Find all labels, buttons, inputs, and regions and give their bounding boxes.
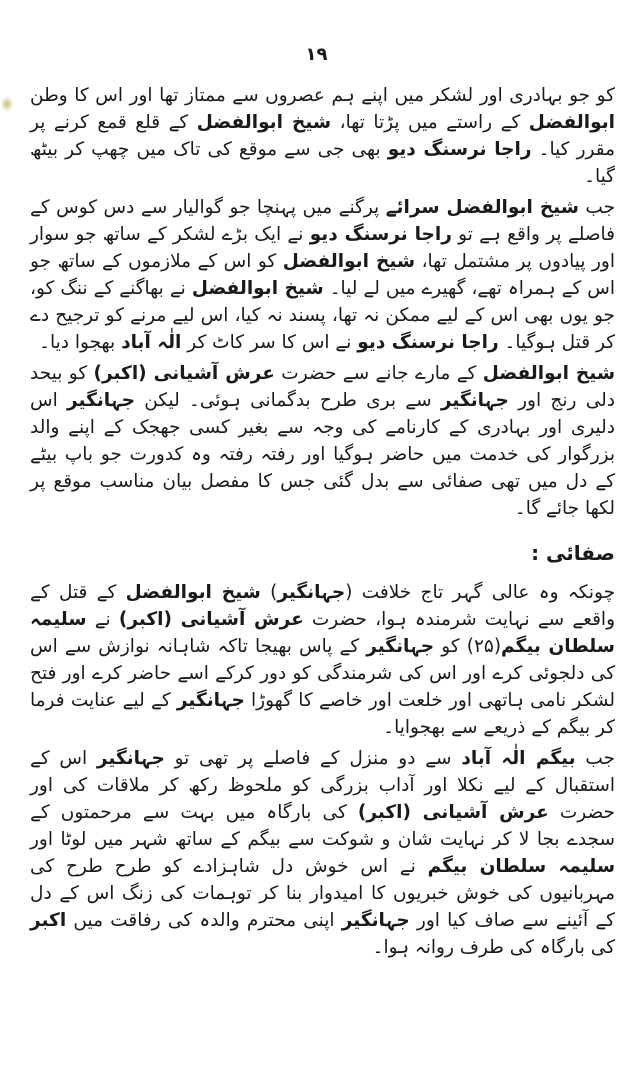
paragraph-4 [30, 579, 615, 741]
bold-name-text: راجا نرسنگ دیو [309, 224, 452, 245]
paragraph-3 [30, 360, 615, 522]
body-text: سے بری طرح بدگمانی ہوئی۔ لیکن [134, 390, 441, 411]
paragraph-2 [30, 194, 615, 356]
body-text: جب [578, 197, 616, 218]
page-number: ۱۹ [305, 44, 328, 65]
body-text: کی بارگاہ میں بہت سے مرحمتوں کے سجدے بجا لا کر نہایت شان و شوکت سے بیگم کے ساتھ شہر میں لوٹا اور [30, 802, 615, 850]
bold-name-text: بیگم الٰہ آباد [461, 748, 576, 769]
bold-name-text: سلیمہ سلطان بیگم [30, 609, 615, 657]
bold-name-text: عرش آشیانی (اکبر) [118, 609, 304, 630]
bold-name-text: شیخ ابوالفضل [196, 112, 332, 133]
paper-speck [0, 96, 14, 112]
bold-name-text: جہانگیر [366, 636, 435, 657]
bold-name-text: جہانگیر [341, 910, 410, 931]
page-body [30, 82, 615, 965]
bold-name-text: شیخ ابوالفضل سرائے [385, 197, 579, 218]
body-text: چونکہ وہ عالی گہر تاج خلافت ( [345, 582, 616, 603]
bold-name-text: شیخ ابوالفضل [482, 363, 616, 384]
body-text: نے ایک بڑے لشکر کے ساتھ جو سوار اور پیادوں پر مشتمل تھا، [30, 224, 615, 272]
bold-name-text: ابوالفضل [528, 112, 615, 133]
body-text: نے [86, 609, 119, 630]
bold-name-text: عرش آشیانی (اکبر) [357, 802, 549, 823]
bold-name-text: الٰہ آباد [121, 332, 182, 353]
body-text: کے قتل کے واقعے سے نہایت شرمندہ ہوا، حضرت [30, 582, 616, 630]
body-text: کے راستے میں پڑتا تھا، [331, 112, 529, 133]
body-text: نے اس خوش دل شاہزادے کو طرح طرح کی مہربانیوں کی خوش خبریوں کا امیدوار بنا کر توہمات کی زنگ اس کے دل کے آئینے سے صاف کیا اور [30, 856, 615, 931]
bold-name-text: اکبر [30, 910, 67, 931]
bold-name-text: جہانگیر [96, 748, 165, 769]
body-text: بھجوا دیا۔ [39, 332, 122, 353]
bold-name-text: سلیمہ سلطان بیگم [427, 856, 616, 877]
bold-name-text: جہانگیر [277, 582, 346, 603]
bold-name-text: جہانگیر [67, 390, 135, 411]
bold-name-text: راجا نرسنگ دیو [357, 332, 499, 353]
body-text: جب [575, 748, 615, 769]
body-text: بھی جی سے موقع کی تاک میں چھپ کر بیٹھ گیا۔ [30, 139, 615, 187]
body-text: کے قلع قمع کرنے پر مقرر کیا۔ [30, 112, 615, 160]
bold-name-text: جہانگیر [176, 690, 245, 711]
body-text: ) [260, 582, 278, 603]
body-text: کو اس کے ملازموں کے ساتھ جو اس کے ہمراہ تھے، گھیرے میں لے لیا۔ [30, 251, 615, 299]
body-text: اس کے استقبال کے لیے نکلا اور آداب بزرگی کو ملحوظ رکھ کر ملاقات کی اور حضرت [30, 748, 615, 823]
section-heading: صفائی : [531, 541, 615, 565]
paragraph-5 [30, 745, 615, 961]
bold-name-text: شیخ ابوالفضل [191, 278, 324, 299]
bold-name-text: شیخ ابوالفضل [282, 251, 416, 272]
body-text: کے مارے جانے سے حضرت [274, 363, 483, 384]
body-text: کو بیحد دلی رنج اور [30, 363, 616, 411]
body-text: (۲۵) کو [434, 636, 502, 657]
body-text: کے لیے عنایت فرما کر بیگم کے ذریعے سے بھجوایا۔ [30, 690, 615, 738]
body-text: سے دو منزل کے فاصلے پر تھی تو [164, 748, 462, 769]
bold-name-text: عرش آشیانی (اکبر) [93, 363, 275, 384]
body-text: کو جو بہادری اور لشکر میں اپنے ہم عصروں سے ممتاز تھا اور اس کا وطن [30, 85, 615, 106]
paragraph-1 [30, 82, 615, 190]
body-text: پرگنے میں پہنچا جو گوالیار سے دس کوس کے فاصلے پر واقع ہے تو [30, 197, 616, 245]
bold-name-text: راجا نرسنگ دیو [387, 139, 532, 160]
bold-name-text: شیخ ابوالفضل [125, 582, 261, 603]
body-text: اپنی محترم والدہ کی رفاقت میں [66, 910, 342, 931]
body-text: اس دلیری اور بہادری کے کارنامے کی وجہ سے بغیر کسی جھجک کے اپنے والد بزرگوار کی خدمت میں حاضر ہوگیا اور رفتہ رفتہ وہ کدورت جو باپ بیٹے کے دل میں تھی صفائی سے بدل گئی جس کا مفصل بیان مناسب موقع پر لکھا جائے گا۔ [30, 390, 615, 519]
body-text: نے اس کا سر کاٹ کر [181, 332, 358, 353]
body-text: نے بھاگنے کے ننگ کو، جو یوں بھی اس کے لیے ممکن نہ تھا، پسند نہ کیا، اس لیے مرنے کو ترجیح دے کر قتل ہوگیا۔ [30, 278, 615, 353]
bold-name-text: جہانگیر [440, 390, 509, 411]
body-text: کے پاس بھیجا تاکہ شاہانہ نوازش سے اس کی دلجوئی کرے اور اس کی شرمندگی کو دور کرکے اسے حاضر کرے اور فتح لشکر نامی ہاتھی اور خلعت اور خاصے کا گھوڑا [30, 636, 615, 711]
body-text: کی بارگاہ کی طرف روانہ ہوا۔ [372, 937, 615, 958]
